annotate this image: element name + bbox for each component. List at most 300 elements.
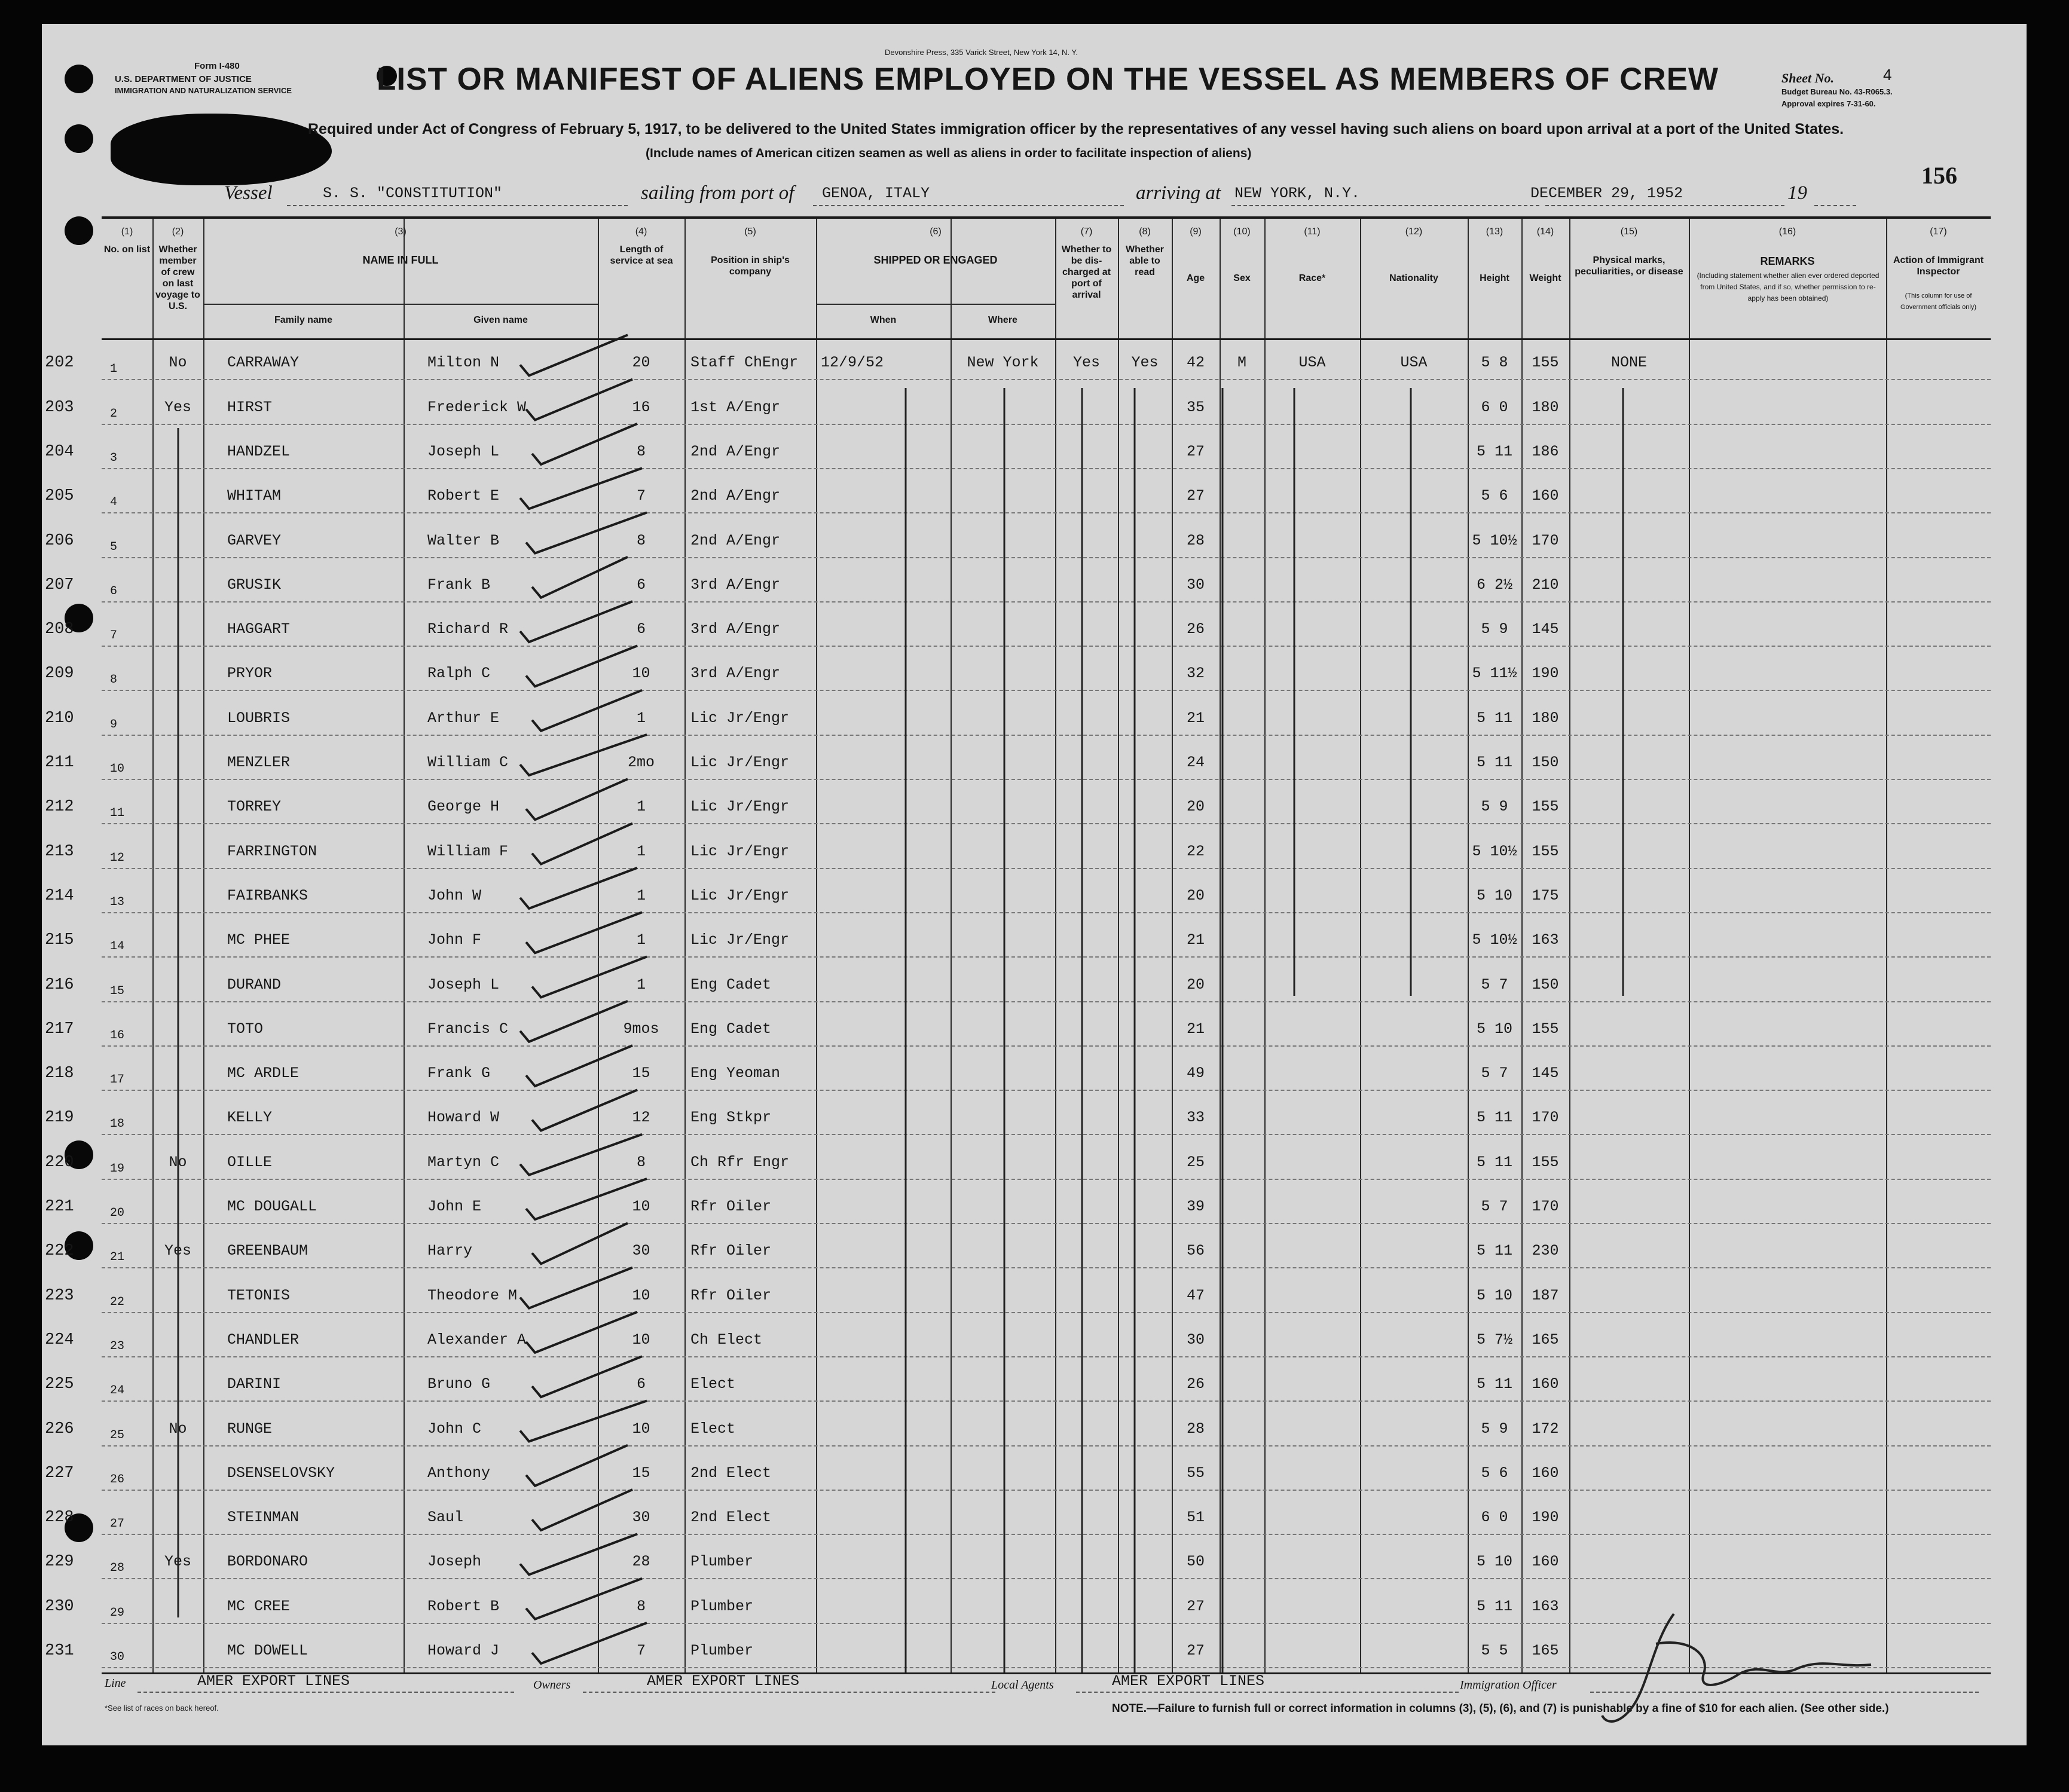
column-header-c15: Physical marks, peculiarities, or disease — [1575, 255, 1683, 277]
cell-family: TORREY — [227, 798, 282, 816]
column-rule — [1055, 219, 1056, 1672]
cell-height: 5 11 — [1476, 1109, 1512, 1127]
year-label: 19 — [1787, 182, 1807, 204]
row-ref-number: 204 — [45, 442, 74, 461]
cell-when: 12/9/52 — [821, 354, 884, 372]
cell-prev: Yes — [164, 1553, 191, 1571]
cell-age: 21 — [1186, 709, 1205, 727]
row-line — [102, 1534, 1991, 1535]
row-line — [102, 424, 1991, 425]
approval-expiry: Approval expires 7-31-60. — [1781, 99, 1876, 108]
cell-height: 5 7 — [1481, 975, 1508, 993]
sheet-number: 4 — [1883, 66, 1892, 84]
cell-sex: M — [1237, 354, 1246, 372]
owners-label: Owners — [533, 1678, 571, 1692]
cell-prev: Yes — [164, 1242, 191, 1260]
column-header-c17-num: (17) — [1930, 227, 1947, 237]
cell-no: 1 — [110, 362, 118, 377]
row-ref-number: 220 — [45, 1153, 74, 1172]
column-header-c6b: Where — [988, 315, 1017, 325]
column-rule — [404, 219, 405, 1672]
arriving-label: arriving at — [1136, 182, 1221, 204]
cell-height: 5 9 — [1481, 620, 1508, 638]
header-rule — [102, 338, 1991, 340]
cell-age: 30 — [1186, 576, 1205, 594]
cell-no: 17 — [110, 1073, 125, 1087]
agents-value: AMER EXPORT LINES — [1112, 1672, 1265, 1690]
cell-no: 26 — [110, 1472, 125, 1487]
cell-height: 5 10 — [1476, 886, 1512, 904]
row-line — [102, 1445, 1991, 1447]
cell-height: 5 11½ — [1472, 665, 1517, 683]
row-line — [102, 1001, 1991, 1002]
cell-no: 18 — [110, 1117, 125, 1132]
cell-position: 2nd A/Engr — [690, 442, 781, 460]
cell-height: 6 2½ — [1476, 576, 1512, 594]
cell-given: Joseph L — [427, 442, 500, 460]
line-label: Line — [105, 1677, 126, 1690]
cell-family: MC CREE — [227, 1597, 291, 1615]
column-header-c14: Weight — [1529, 273, 1561, 283]
cell-service: 30 — [632, 1242, 650, 1260]
cell-age: 28 — [1186, 1420, 1205, 1438]
cell-given: Robert B — [427, 1597, 500, 1615]
cell-no: 12 — [110, 851, 125, 865]
row-line — [102, 1312, 1991, 1313]
column-header-c3b: Given name — [473, 315, 528, 325]
column-header-c3-num: (3) — [395, 227, 407, 237]
cell-weight: 155 — [1532, 842, 1559, 860]
row-ref-number: 211 — [45, 754, 74, 772]
cell-family: FARRINGTON — [227, 842, 317, 860]
column-header-c17: Action of Immigrant Inspector — [1893, 255, 1984, 277]
row-ref-number: 217 — [45, 1020, 74, 1038]
column-rule — [684, 219, 686, 1672]
cell-weight: 210 — [1532, 576, 1559, 594]
cell-weight: 145 — [1532, 1065, 1559, 1082]
column-rule — [951, 219, 952, 1672]
row-line — [102, 646, 1991, 647]
cell-age: 24 — [1186, 754, 1205, 771]
vessel-label: Vessel — [224, 182, 273, 204]
cell-position: Eng Cadet — [690, 975, 772, 993]
cell-position: Lic Jr/Engr — [690, 886, 790, 904]
vessel-name: S. S. "CONSTITUTION" — [323, 185, 503, 202]
cell-discharged: Yes — [1072, 354, 1100, 372]
cell-position: Plumber — [690, 1597, 754, 1615]
row-line — [102, 735, 1991, 736]
cell-given: Harry — [427, 1242, 473, 1260]
cell-position: Elect — [690, 1375, 736, 1393]
cell-service: 7 — [636, 487, 646, 505]
cell-age: 55 — [1186, 1464, 1205, 1482]
cell-given: Arthur E — [427, 709, 500, 727]
cell-height: 6 0 — [1481, 1509, 1508, 1527]
cell-family: TETONIS — [227, 1286, 291, 1304]
cell-service: 6 — [636, 576, 646, 594]
column-header-c5: Position in ship's company — [711, 255, 790, 277]
cell-age: 25 — [1186, 1153, 1205, 1171]
cell-given: Saul — [427, 1509, 464, 1527]
cell-age: 32 — [1186, 665, 1205, 683]
cell-height: 5 7½ — [1476, 1331, 1512, 1348]
cell-no: 19 — [110, 1161, 125, 1176]
cell-weight: 170 — [1532, 531, 1559, 549]
cell-given: Alexander A — [427, 1331, 527, 1348]
column-header-c15-num: (15) — [1620, 227, 1638, 237]
cell-given: William C — [427, 754, 509, 771]
cell-given: Joseph L — [427, 975, 500, 993]
column-rule — [1360, 219, 1361, 1672]
line-value: AMER EXPORT LINES — [197, 1672, 350, 1690]
row-line — [102, 468, 1991, 469]
cell-service: 16 — [632, 398, 650, 416]
cell-given: John E — [427, 1198, 482, 1215]
cell-height: 5 8 — [1481, 354, 1508, 372]
row-line — [102, 868, 1991, 869]
cell-family: KELLY — [227, 1109, 273, 1127]
cell-no: 2 — [110, 406, 118, 421]
cell-height: 5 10½ — [1472, 931, 1517, 949]
cell-age: 27 — [1186, 1597, 1205, 1615]
column-header-c1: No. on list — [103, 244, 151, 255]
cell-service: 15 — [632, 1464, 650, 1482]
cell-weight: 187 — [1532, 1286, 1559, 1304]
cell-height: 5 9 — [1481, 798, 1508, 816]
cell-service: 15 — [632, 1065, 650, 1082]
cell-weight: 165 — [1532, 1331, 1559, 1348]
cell-position: Ch Elect — [690, 1331, 763, 1348]
column-rule — [203, 219, 204, 1672]
column-header-c11: Race* — [1298, 273, 1326, 283]
cell-no: 13 — [110, 895, 125, 909]
service: IMMIGRATION AND NATURALIZATION SERVICE — [115, 86, 292, 95]
column-rule — [1689, 219, 1690, 1672]
cell-age: 47 — [1186, 1286, 1205, 1304]
redaction-blot — [111, 114, 332, 185]
row-line — [102, 512, 1991, 513]
cell-age: 42 — [1186, 354, 1205, 372]
cell-family: STEINMAN — [227, 1509, 299, 1527]
cell-family: GREENBAUM — [227, 1242, 308, 1260]
column-header-c2: Whether member of crew on last voyage to U.S. — [155, 244, 200, 311]
cell-weight: 186 — [1532, 442, 1559, 460]
cell-height: 5 6 — [1481, 1464, 1508, 1482]
cell-no: 7 — [110, 629, 118, 643]
cell-family: CHANDLER — [227, 1331, 299, 1348]
cell-age: 21 — [1186, 1020, 1205, 1038]
budget-number: Budget Bureau No. 43-R065.3. — [1781, 87, 1893, 96]
sheet-label: Sheet No. — [1781, 71, 1834, 85]
cell-position: 3rd A/Engr — [690, 665, 781, 683]
fill-line — [1814, 205, 1856, 206]
cell-position: 2nd A/Engr — [690, 531, 781, 549]
cell-age: 30 — [1186, 1331, 1205, 1348]
subheader-rule — [203, 304, 598, 305]
row-ref-number: 223 — [45, 1286, 74, 1305]
page-subtitle: Required under Act of Congress of February 5, 1917, to be delivered to the United States immigration officer by the representatives of any vessel having such aliens on board upon arrival at a port of the United States. — [308, 121, 1844, 137]
cell-weight: 172 — [1532, 1420, 1559, 1438]
cell-no: 15 — [110, 984, 125, 998]
cell-weight: 165 — [1532, 1642, 1559, 1659]
punch-hole — [65, 124, 93, 153]
cell-where: New York — [967, 354, 1039, 372]
cell-given: Theodore M — [427, 1286, 518, 1304]
cell-given: Joseph — [427, 1553, 482, 1571]
cell-no: 9 — [110, 717, 118, 732]
column-header-c16-num: (16) — [1778, 227, 1796, 237]
column-header-c10-num: (10) — [1233, 227, 1251, 237]
cell-service: 10 — [632, 1420, 650, 1438]
cell-weight: 150 — [1532, 754, 1559, 771]
fill-line — [1545, 205, 1784, 206]
cell-position: Rfr Oiler — [690, 1242, 772, 1260]
row-ref-number: 215 — [45, 931, 74, 950]
column-rule — [1886, 219, 1887, 1672]
handwritten-marks — [102, 219, 1991, 1672]
page-number: 156 — [1921, 162, 1957, 189]
cell-family: MENZLER — [227, 754, 291, 771]
cell-position: Lic Jr/Engr — [690, 931, 790, 949]
cell-weight: 155 — [1532, 798, 1559, 816]
cell-age: 39 — [1186, 1198, 1205, 1215]
cell-age: 49 — [1186, 1065, 1205, 1082]
cell-weight: 163 — [1532, 1597, 1559, 1615]
column-header-c12: Nationality — [1389, 273, 1438, 283]
cell-family: WHITAM — [227, 487, 282, 505]
cell-position: Eng Stkpr — [690, 1109, 772, 1127]
cell-position: 2nd A/Engr — [690, 487, 781, 505]
cell-age: 21 — [1186, 931, 1205, 949]
cell-service: 6 — [636, 1375, 646, 1393]
cell-height: 5 10 — [1476, 1020, 1512, 1038]
cell-no: 5 — [110, 540, 118, 554]
cell-weight: 160 — [1532, 1553, 1559, 1571]
cell-family: HIRST — [227, 398, 273, 416]
column-header-c14-num: (14) — [1536, 227, 1554, 237]
cell-height: 5 11 — [1476, 709, 1512, 727]
column-rule — [1264, 219, 1266, 1672]
cell-weight: 190 — [1532, 1509, 1559, 1527]
cell-service: 10 — [632, 1198, 650, 1215]
cell-no: 25 — [110, 1428, 125, 1442]
cell-position: Lic Jr/Engr — [690, 798, 790, 816]
cell-age: 50 — [1186, 1553, 1205, 1571]
column-header-c5-num: (5) — [744, 227, 756, 237]
arrival-date: DECEMBER 29, 1952 — [1530, 185, 1683, 202]
column-header-c8: Whether able to read — [1126, 244, 1164, 277]
column-header-c3a: Family name — [274, 315, 332, 325]
cell-position: 1st A/Engr — [690, 398, 781, 416]
cell-weight: 145 — [1532, 620, 1559, 638]
cell-prev: No — [169, 354, 187, 372]
cell-service: 10 — [632, 665, 650, 683]
cell-age: 22 — [1186, 842, 1205, 860]
cell-family: HAGGART — [227, 620, 291, 638]
column-header-c7: Whether to be dis-charged at port of arrival — [1061, 244, 1112, 300]
row-ref-number: 228 — [45, 1509, 74, 1527]
cell-service: 1 — [636, 975, 646, 993]
cell-age: 33 — [1186, 1109, 1205, 1127]
cell-no: 11 — [110, 806, 125, 821]
sailing-label: sailing from port of — [641, 182, 794, 204]
row-ref-number: 203 — [45, 398, 74, 417]
cell-no: 20 — [110, 1206, 125, 1220]
cell-family: HANDZEL — [227, 442, 291, 460]
officer-label: Immigration Officer — [1460, 1678, 1557, 1692]
row-ref-number: 212 — [45, 798, 74, 817]
cell-service: 12 — [632, 1109, 650, 1127]
cell-height: 5 6 — [1481, 487, 1508, 505]
cell-family: MC DOWELL — [227, 1642, 308, 1659]
punch-hole — [65, 216, 93, 245]
column-header-c13-num: (13) — [1486, 227, 1503, 237]
cell-service: 1 — [636, 709, 646, 727]
cell-age: 20 — [1186, 886, 1205, 904]
cell-given: John W — [427, 886, 482, 904]
cell-service: 8 — [636, 1597, 646, 1615]
page-subtitle-note: (Include names of American citizen seamen as well as aliens in order to facilitate inspection of aliens) — [646, 146, 1252, 160]
cell-height: 5 7 — [1481, 1065, 1508, 1082]
cell-no: 6 — [110, 584, 118, 598]
cell-service: 10 — [632, 1331, 650, 1348]
cell-no: 22 — [110, 1295, 125, 1309]
row-line — [102, 1223, 1991, 1224]
cell-position: Rfr Oiler — [690, 1198, 772, 1215]
cell-height: 5 11 — [1476, 1375, 1512, 1393]
cell-read: Yes — [1131, 354, 1159, 372]
column-header-c2-num: (2) — [172, 227, 184, 237]
cell-service: 8 — [636, 531, 646, 549]
fill-line — [1076, 1692, 1459, 1693]
cell-height: 5 10½ — [1472, 531, 1517, 549]
row-ref-number: 231 — [45, 1642, 74, 1660]
cell-height: 5 11 — [1476, 1597, 1512, 1615]
cell-no: 3 — [110, 451, 118, 465]
column-header-c10: Sex — [1233, 273, 1251, 283]
cell-position: Ch Rfr Engr — [690, 1153, 790, 1171]
cell-given: John C — [427, 1420, 482, 1438]
subheader-rule — [816, 304, 1055, 305]
cell-weight: 163 — [1532, 931, 1559, 949]
cell-age: 20 — [1186, 798, 1205, 816]
column-header-c4-num: (4) — [635, 227, 647, 237]
row-line — [102, 1090, 1991, 1091]
cell-nationality: USA — [1400, 354, 1428, 372]
cell-prev: No — [169, 1420, 187, 1438]
cell-weight: 180 — [1532, 709, 1559, 727]
column-header-c7-num: (7) — [1080, 227, 1093, 237]
cell-given: Francis C — [427, 1020, 509, 1038]
cell-service: 1 — [636, 842, 646, 860]
cell-service: 2mo — [627, 754, 655, 771]
cell-prev: No — [169, 1153, 187, 1171]
cell-height: 5 11 — [1476, 1153, 1512, 1171]
cell-position: Staff ChEngr — [690, 354, 799, 372]
column-header-c12-num: (12) — [1405, 227, 1423, 237]
cell-position: 2nd Elect — [690, 1509, 772, 1527]
cell-position: Eng Yeoman — [690, 1065, 781, 1082]
arriving-port: NEW YORK, N.Y. — [1234, 185, 1361, 202]
cell-weight: 160 — [1532, 487, 1559, 505]
cell-service: 6 — [636, 620, 646, 638]
officer-signature — [1584, 1602, 1895, 1739]
row-line — [102, 557, 1991, 558]
cell-no: 21 — [110, 1250, 125, 1265]
cell-given: Robert E — [427, 487, 500, 505]
row-line — [102, 823, 1991, 824]
cell-age: 28 — [1186, 531, 1205, 549]
cell-family: MC DOUGALL — [227, 1198, 317, 1215]
cell-service: 9mos — [623, 1020, 659, 1038]
cell-no: 16 — [110, 1028, 125, 1042]
cell-height: 5 11 — [1476, 1242, 1512, 1260]
cell-position: Lic Jr/Engr — [690, 754, 790, 771]
cell-service: 7 — [636, 1642, 646, 1659]
row-ref-number: 226 — [45, 1420, 74, 1438]
cell-age: 51 — [1186, 1509, 1205, 1527]
row-ref-number: 221 — [45, 1198, 74, 1216]
column-header-c17note: (This column for use of Government officials only) — [1900, 292, 1976, 311]
owners-value: AMER EXPORT LINES — [647, 1672, 800, 1690]
cell-given: Martyn C — [427, 1153, 500, 1171]
column-header-c9-num: (9) — [1190, 227, 1202, 237]
row-line — [102, 779, 1991, 780]
cell-given: Walter B — [427, 531, 500, 549]
cell-service: 8 — [636, 1153, 646, 1171]
cell-no: 8 — [110, 673, 118, 687]
row-line — [102, 379, 1991, 380]
row-ref-number: 213 — [45, 842, 74, 861]
cell-given: Frank B — [427, 576, 491, 594]
column-rule — [1118, 219, 1119, 1672]
cell-weight: 155 — [1532, 1153, 1559, 1171]
cell-position: 2nd Elect — [690, 1464, 772, 1482]
cell-given: Howard W — [427, 1109, 500, 1127]
cell-given: Howard J — [427, 1642, 500, 1659]
row-line — [102, 1400, 1991, 1402]
agents-label: Local Agents — [991, 1678, 1054, 1692]
row-ref-number: 227 — [45, 1464, 74, 1482]
cell-weight: 155 — [1532, 354, 1559, 372]
row-ref-number: 208 — [45, 620, 74, 639]
printer-line: Devonshire Press, 335 Varick Street, New York 14, N. Y. — [885, 48, 1078, 57]
cell-position: Plumber — [690, 1553, 754, 1571]
fill-line — [287, 205, 628, 206]
cell-family: GRUSIK — [227, 576, 282, 594]
cell-given: Richard R — [427, 620, 509, 638]
row-ref-number: 205 — [45, 487, 74, 506]
cell-height: 5 11 — [1476, 754, 1512, 771]
cell-family: PRYOR — [227, 665, 273, 683]
fill-line — [1231, 205, 1539, 206]
row-line — [102, 1134, 1991, 1135]
cell-service: 8 — [636, 442, 646, 460]
cell-no: 30 — [110, 1650, 125, 1664]
cell-position: Lic Jr/Engr — [690, 842, 790, 860]
cell-family: LOUBRIS — [227, 709, 291, 727]
page-title: LIST OR MANIFEST OF ALIENS EMPLOYED ON THE VESSEL AS MEMBERS OF CREW — [377, 62, 1719, 97]
cell-no: 4 — [110, 496, 118, 510]
column-header-c4: Length of service at sea — [610, 244, 673, 266]
cell-height: 5 5 — [1481, 1642, 1508, 1659]
column-rule — [1569, 219, 1570, 1672]
form-number: Form I-480 — [194, 61, 240, 71]
cell-race: USA — [1298, 354, 1326, 372]
fill-line — [137, 1692, 514, 1693]
row-ref-number: 214 — [45, 886, 74, 905]
column-rule — [1220, 219, 1221, 1672]
